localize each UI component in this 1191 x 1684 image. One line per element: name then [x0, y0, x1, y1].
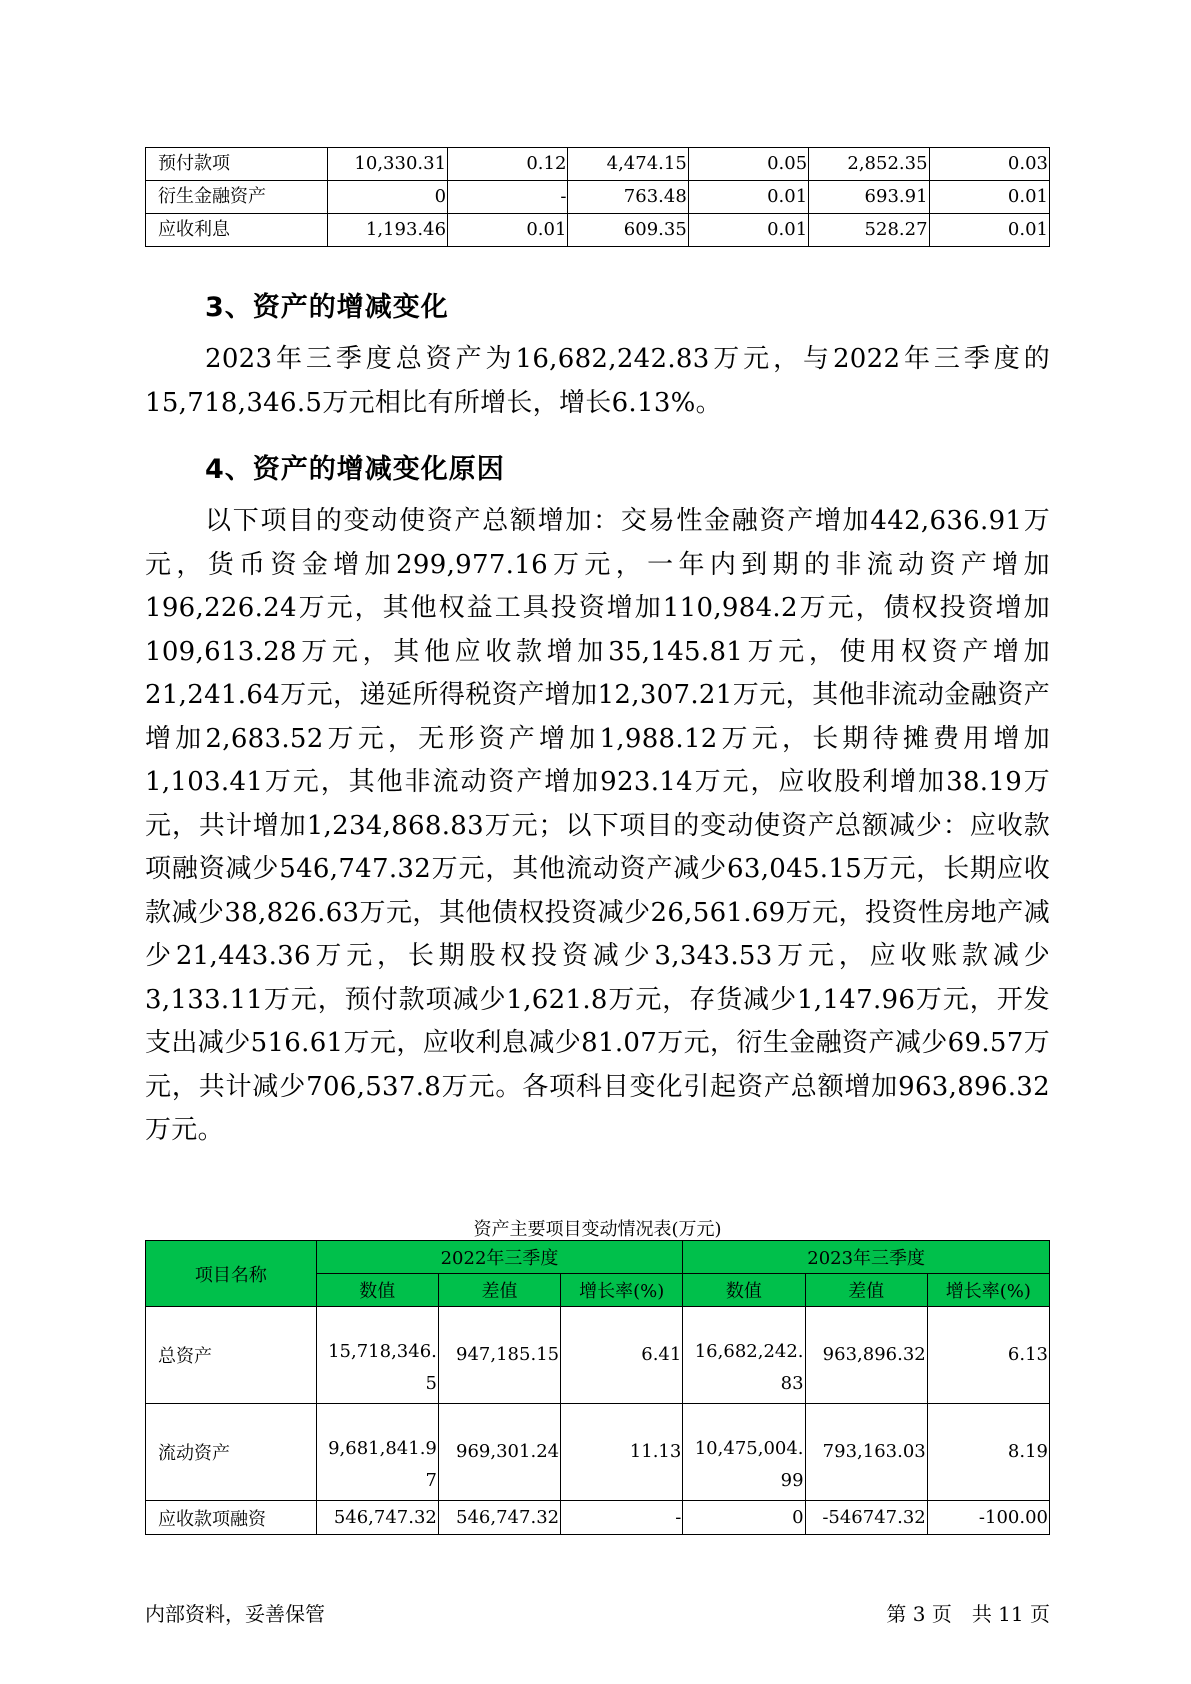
cell-rate: 6.13: [927, 1307, 1049, 1404]
cell-value: 693.91: [809, 181, 929, 214]
column-header: 增长率(%): [927, 1274, 1049, 1307]
row-name: 应收利息: [146, 214, 328, 247]
section-heading: 4、资产的增减变化原因: [205, 454, 505, 485]
cell-rate: -: [561, 1501, 683, 1535]
cell-rate: -100.00: [927, 1501, 1049, 1535]
column-header: 增长率(%): [561, 1274, 683, 1307]
cell-percent: 0.12: [448, 148, 568, 181]
cell-value: [683, 1307, 805, 1404]
cell-percent: 0.01: [929, 181, 1049, 214]
cell-value: 0: [327, 181, 447, 214]
cell-value: 10,330.31: [327, 148, 447, 181]
cell-value: 1,193.46: [327, 214, 447, 247]
table-row: [146, 1307, 1050, 1404]
row-name: 衍生金融资产: [146, 181, 328, 214]
period-header: 2022年三季度: [316, 1241, 683, 1274]
column-header: 数值: [683, 1274, 805, 1307]
value-part: 16,682,242.: [694, 1341, 804, 1362]
cell-percent: 0.01: [688, 214, 808, 247]
cell-percent: 0.01: [929, 214, 1049, 247]
value-part: 9,681,841.9: [328, 1438, 437, 1459]
table-header-row: [146, 1241, 1050, 1274]
table-row: [146, 1404, 1050, 1501]
column-header: 项目名称: [146, 1241, 317, 1307]
row-name: 应收款项融资: [146, 1501, 317, 1535]
cell-value: [683, 1404, 805, 1501]
cell-percent: 0.01: [688, 181, 808, 214]
cell-value: [316, 1307, 438, 1404]
value-part: 7: [425, 1470, 437, 1491]
cell-rate: 8.19: [927, 1404, 1049, 1501]
cell-diff: 947,185.15: [438, 1307, 560, 1404]
table-row: [146, 1501, 1050, 1535]
cell-rate: 11.13: [561, 1404, 683, 1501]
column-header: 差值: [805, 1274, 927, 1307]
period-header: 2023年三季度: [683, 1241, 1050, 1274]
asset-change-table: [145, 1240, 1050, 1535]
table-row: [146, 214, 1050, 247]
cell-rate: 6.41: [561, 1307, 683, 1404]
cell-percent: 0.03: [929, 148, 1049, 181]
top-table: [145, 147, 1050, 247]
value-part: 10,475,004.: [694, 1438, 804, 1459]
section-paragraph: 以下项目的变动使资产总额增加：交易性金融资产增加442,636.91万元，货币资金增加299,977.16万元，一年内到期的非流动资产增加196,226.24万元，其他权益工具投资增加110,984.2万元，债权投资增加109,613.28万元，其他应收款增加35,145.81万元，使用权资产增加21,241.64万元，递延所得税资产增加12,307.21万元，其他非流动金融资产增加2,683.52万元，无形资产增加1,988.12万元，长期待摊费用增加1,103.41万元，其他非流动资产增加923.14万元，应收股利增加38.19万元，共计增加1,234,868.83万元；以下项目的变动使资产总额减少：应收款项融资减少546,747.32万元，其他流动资产减少63,045.15万元，长期应收款减少38,826.63万元，其他债权投资减少26,561.69万元，投资性房地产减少21,443.36万元，长期股权投资减少3,343.53万元，应收账款减少3,133.11万元，预付款项减少1,621.8万元，存货减少1,147.96万元，开发支出减少516.61万元，应收利息减少81.07万元，衍生金融资产减少69.57万元，共计减少706,537.8万元。各项科目变化引起资产总额增加963,896.32万元。: [145, 506, 1050, 1145]
page-number: 第 3 页 共 11 页: [886, 1602, 1050, 1626]
cell-diff: 546,747.32: [438, 1501, 560, 1535]
cell-diff: 963,896.32: [805, 1307, 927, 1404]
cell-percent: -: [448, 181, 568, 214]
column-header: 差值: [438, 1274, 560, 1307]
table-caption: 资产主要项目变动情况表(万元): [473, 1219, 722, 1240]
value-part: 83: [780, 1373, 804, 1394]
cell-diff: 793,163.03: [805, 1404, 927, 1501]
cell-value: 0: [683, 1501, 805, 1535]
table-row: [146, 181, 1050, 214]
row-name: 预付款项: [146, 148, 328, 181]
row-name: 流动资产: [146, 1404, 317, 1501]
cell-value: 2,852.35: [809, 148, 929, 181]
cell-value: 609.35: [568, 214, 688, 247]
section-paragraph: 2023年三季度总资产为16,682,242.83万元，与2022年三季度的15,718,346.5万元相比有所增长，增长6.13%。: [145, 344, 1050, 418]
cell-diff: -546747.32: [805, 1501, 927, 1535]
value-part: 5: [425, 1373, 437, 1394]
cell-value: 763.48: [568, 181, 688, 214]
section-heading: 3、资产的增减变化: [205, 292, 449, 323]
footer-note: 内部资料，妥善保管: [145, 1602, 325, 1626]
table-row: [146, 148, 1050, 181]
cell-diff: 969,301.24: [438, 1404, 560, 1501]
cell-value: 528.27: [809, 214, 929, 247]
column-header: 数值: [316, 1274, 438, 1307]
value-part: 99: [780, 1470, 804, 1491]
cell-percent: 0.01: [448, 214, 568, 247]
cell-value: 546,747.32: [316, 1501, 438, 1535]
cell-value: [316, 1404, 438, 1501]
row-name: 总资产: [146, 1307, 317, 1404]
cell-value: 4,474.15: [568, 148, 688, 181]
cell-percent: 0.05: [688, 148, 808, 181]
value-part: 15,718,346.: [328, 1341, 437, 1362]
